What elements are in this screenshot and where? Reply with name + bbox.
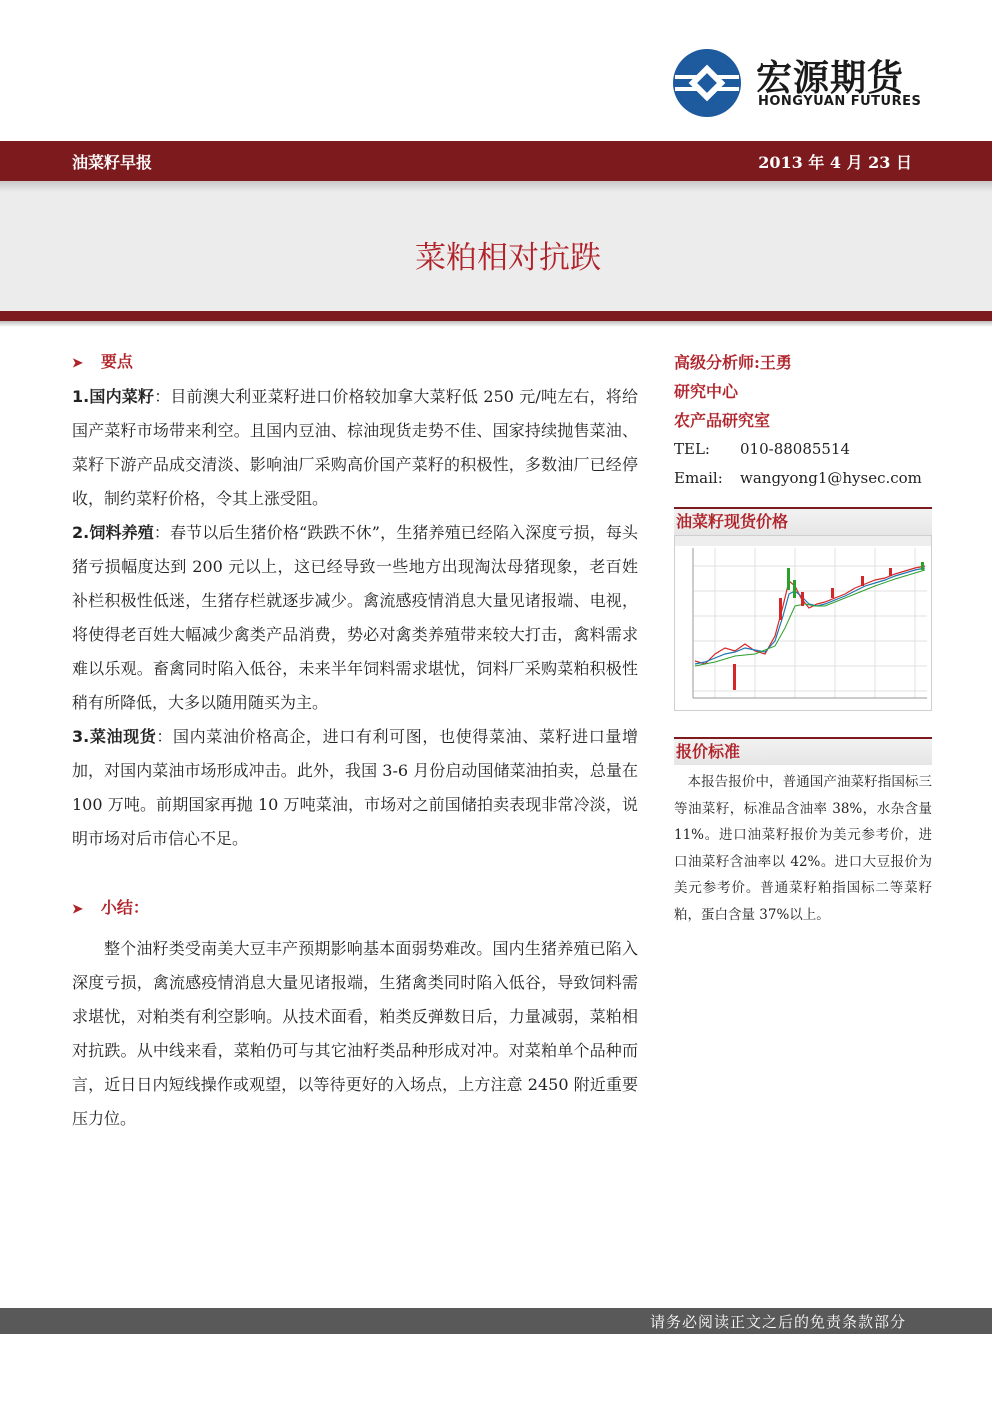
hongyuan-logo-icon [672,48,742,118]
title-divider-shadow [0,321,992,327]
chart-box-title: 油菜籽现货价格 [674,507,932,535]
header-bar-shadow [0,181,992,193]
item-label: 菜油现货 [89,727,157,746]
tel-value: 010-88085514 [740,440,851,458]
main-content [72,348,638,1136]
report-type: 油菜籽早报 [72,153,153,172]
logo-chinese-name: 宏源期货 [756,58,905,99]
summary-paragraph: 整个油籽类受南美大豆丰产预期影响基本面弱势难改。国内生猪养殖已陷入深度亏损，禽流感疫情消息大量见诸报端，生猪禽类同时陷入低谷，导致饲料需求堪忧，对粕类有利空影响。从技术面看，粕类反弹数日后，力量减弱，菜粕相对抗跌。从中线来看，菜粕仍可与其它油籽类品种形成对冲。对菜粕单个品种而言，近日日内短线操作或观望，以等待更好的入场点，上方注意 2450 附近重要压力位。 [72,939,638,1128]
contact-email [674,464,932,493]
title-divider [0,311,992,321]
footer-disclaimer: 请务必阅读正文之后的免责条款部分 [649,1313,906,1331]
email-label: Email: [674,469,723,487]
logo-english-name: HONGYUAN FUTURES [758,94,922,109]
item-number: 3. [72,727,90,746]
keypoint-item-1 [72,380,638,516]
email-value: wangyong1@hysec.com [740,469,922,487]
arrow-right-icon: ➤ [72,356,83,371]
section-summary-heading [72,894,638,922]
quote-standard-text: 本报告报价中，普通国产油菜籽指国标三等油菜籽，标准品含油率 38%，水杂含量 11%。进口油菜籽报价为美元参考价，进口油菜籽含油率以 42%。进口大豆报价为美元参考价。普通菜籽粕指国标二等菜籽粕，蛋白含量 37%以上。 [674,774,932,923]
keypoint-item-2 [72,516,638,720]
tel-label: TEL: [674,440,710,458]
item-text: ：目前澳大利亚菜籽进口价格较加拿大菜籽低 250 元/吨左右，将给国产菜籽市场带来利空。且国内豆油、棕油现货走势不佳、国家持续抛售菜油、菜籽下游产品成交清淡、影响油厂采购高价国产菜籽的积极性，多数油厂已经停收，制约菜籽价格，令其上涨受阻。 [72,387,638,508]
research-dept: 农产品研究室 [674,411,771,430]
item-number: 1. [72,387,90,406]
sidebar [674,348,932,928]
item-label: 国内菜籽 [89,387,155,406]
section-summary-title: 小结： [100,898,149,917]
spacer [72,856,638,894]
candlestick-chart-graphic [675,536,931,710]
analyst-name: 高级分析师:王勇 [674,353,792,372]
item-number: 2. [72,523,90,542]
contact-tel [674,435,932,464]
section-keypoints-title: 要点 [100,352,133,371]
quote-box-title: 报价标准 [674,737,932,765]
keypoint-item-3 [72,720,638,856]
research-center: 研究中心 [674,382,739,401]
arrow-right-icon: ➤ [72,902,83,917]
item-label: 饲料养殖 [89,523,154,542]
item-text: ：国内菜油价格高企，进口有利可图，也使得菜油、菜籽进口量增加，对国内菜油市场形成冲击。此外，我国 3-6 月份启动国储菜油拍卖，总量在 100 万吨。前期国家再抛 10 万吨菜油，市场对之前国储拍卖表现非常冷淡，说明市场对后市信心不足。 [72,727,638,848]
report-date: 2013 年 4 月 23 日 [758,153,912,172]
item-text: ：春节以后生猪价格“跌跌不休”，生猪养殖已经陷入深度亏损，每头猪亏损幅度达到 200 元以上，这已经导致一些地方出现淘汰母猪现象，老百姓补栏积极性低迷，生猪存栏就逐步减少。禽流感疫情消息大量见诸报端、电视，将使得老百姓大幅减少禽类产品消费，势必对禽类养殖带来较大打击，禽料需求难以乐观。畜禽同时陷入低谷，未来半年饲料需求堪忧，饲料厂采购菜粕积极性稍有所降低，大多以随用随买为主。 [72,523,638,712]
page-title: 菜粕相对抗跌 [415,240,601,276]
price-chart-image [674,535,932,711]
company-logo [672,46,922,118]
section-keypoints-heading [72,348,638,376]
spacer [674,711,932,737]
